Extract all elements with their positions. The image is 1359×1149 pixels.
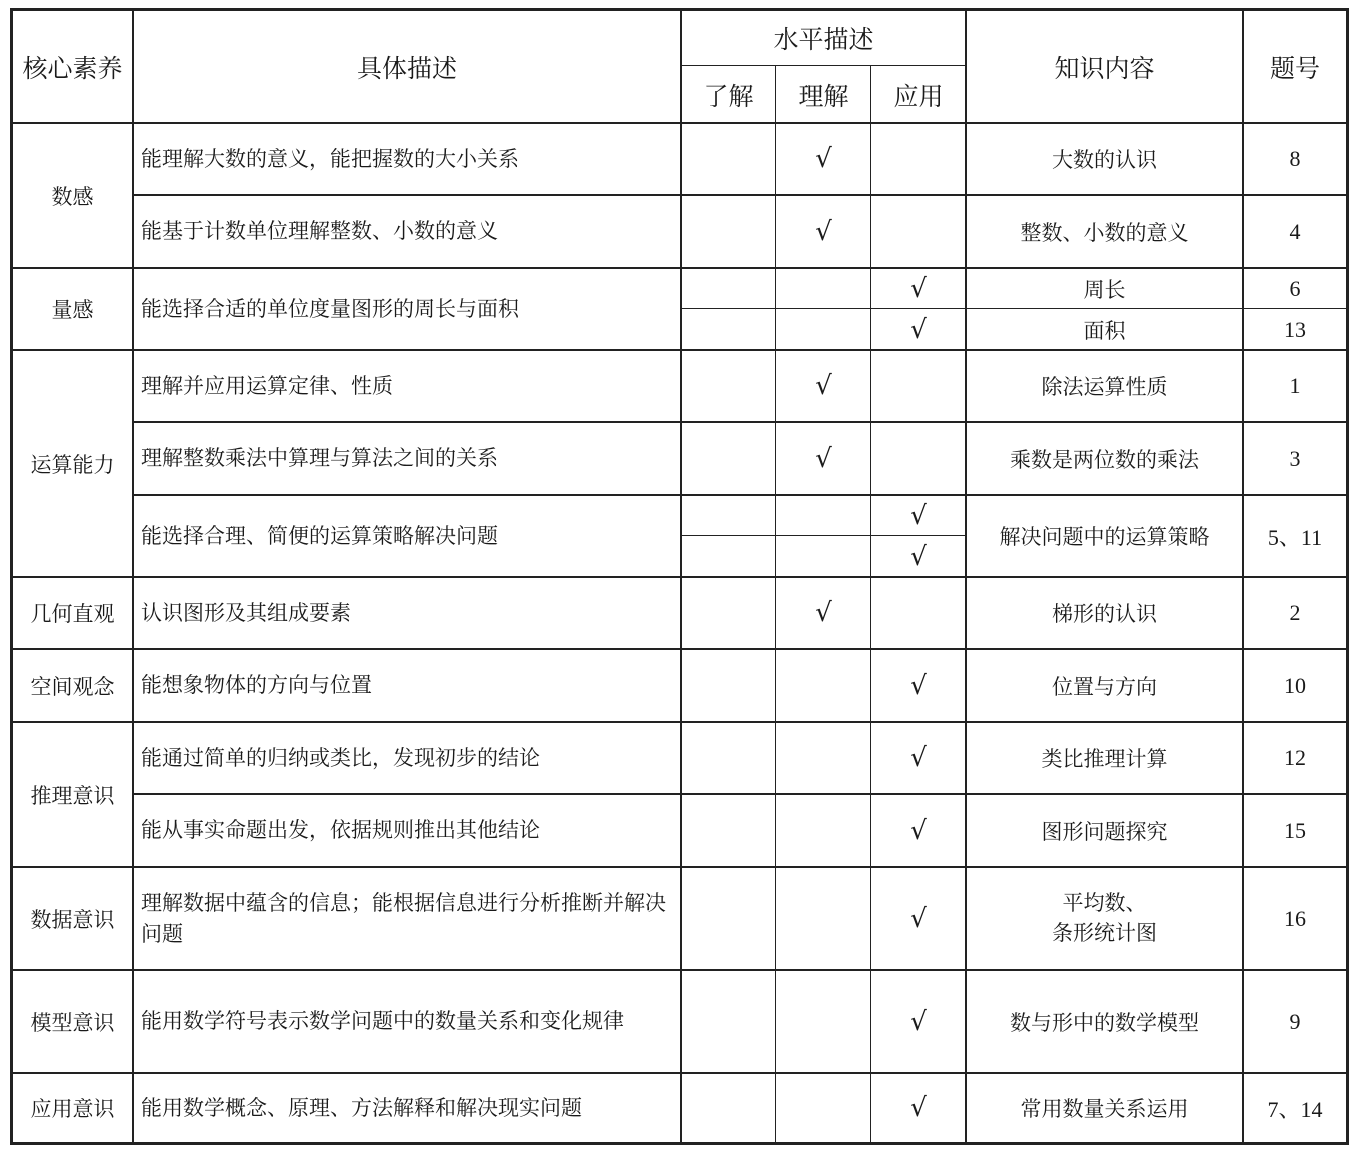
header-question-number: 题号 [1269,53,1320,83]
check-mark-icon: √ [910,500,927,531]
header-level-apply: 应用 [893,81,944,111]
question-number-cell: 4 [1289,218,1301,244]
row-divider [12,648,1347,650]
knowledge-cell: 类比推理计算 [1041,747,1168,771]
column-divider [775,66,776,1143]
knowledge-cell: 解决问题中的运算策略 [999,525,1210,549]
group-spatial-concept: 空间观念 [30,674,115,699]
knowledge-cell: 常用数量关系运用 [1020,1097,1189,1121]
check-mark-icon: √ [815,443,832,474]
description-cell: 能选择合适的单位度量图形的周长与面积 [141,296,519,321]
group-quantity-sense: 量感 [51,298,94,322]
question-number-cell: 10 [1284,672,1306,698]
row-divider [681,308,1347,309]
header-knowledge: 知识内容 [1054,53,1155,83]
header-level: 水平描述 [773,25,874,54]
row-divider [133,494,1347,496]
description-cell: 理解数据中蕴含的信息；能根据信息进行分析推断并解决问题 [141,891,666,946]
row-divider [133,194,1347,196]
description-cell: 能用数学概念、原理、方法解释和解决现实问题 [141,1095,582,1120]
check-mark-icon: √ [815,216,832,247]
check-mark-icon: √ [910,1006,927,1037]
header-description: 具体描述 [356,53,457,83]
knowledge-cell: 周长 [1083,277,1126,302]
row-divider [681,535,966,536]
check-mark-icon: √ [910,541,927,572]
header-level-comprehend: 理解 [798,81,849,111]
knowledge-cell: 大数的认识 [1052,148,1157,172]
knowledge-cell: 乘数是两位数的乘法 [1010,447,1199,472]
check-mark-icon: √ [815,371,832,401]
check-mark-icon: √ [815,598,832,628]
column-divider [870,66,871,1143]
description-cell: 能基于计数单位理解整数、小数的意义 [141,219,498,244]
group-geometric-intuition: 几何直观 [30,602,115,626]
description-cell: 认识图形及其组成要素 [141,600,351,625]
check-mark-icon: √ [815,144,832,174]
row-divider [12,721,1347,723]
check-mark-icon: √ [910,1093,927,1123]
knowledge-cell: 面积 [1083,318,1126,343]
question-number-cell: 9 [1289,1008,1301,1034]
check-mark-icon: √ [910,314,927,345]
group-data-awareness: 数据意识 [30,907,115,932]
row-divider [12,866,1347,868]
row-divider [133,421,1347,423]
question-number-cell: 16 [1284,905,1306,931]
question-number-cell: 7、14 [1267,1096,1323,1122]
question-number-cell: 5、11 [1267,524,1323,550]
header-level-understand-basic: 了解 [703,81,754,111]
header-core: 核心素养 [22,53,123,83]
question-number-cell: 6 [1289,275,1301,301]
knowledge-cell: 整数、小数的意义 [1020,220,1189,245]
question-number-cell: 2 [1289,600,1301,625]
row-divider [12,267,1347,269]
description-cell: 能理解大数的意义，能把握数的大小关系 [141,146,519,171]
check-mark-icon: √ [910,670,927,701]
group-number-sense: 数感 [51,184,94,209]
description-cell: 能用数学符号表示数学问题中的数量关系和变化规律 [141,1009,624,1034]
description-cell: 能通过简单的归纳或类比，发现初步的结论 [141,745,540,770]
knowledge-cell: 数与形中的数学模型 [1010,1010,1199,1035]
group-application-awareness: 应用意识 [30,1097,115,1121]
check-mark-icon: √ [910,743,927,773]
group-reasoning: 推理意识 [30,783,115,808]
row-divider [681,65,966,66]
question-number-cell: 1 [1289,373,1301,398]
check-mark-icon: √ [910,903,927,934]
description-cell: 理解整数乘法中算理与算法之间的关系 [141,446,498,471]
knowledge-cell: 梯形的认识 [1052,602,1157,626]
knowledge-cell: 位置与方向 [1052,674,1157,699]
question-number-cell: 15 [1284,817,1306,843]
description-cell: 能选择合理、简便的运算策略解决问题 [141,523,498,548]
group-operation: 运算能力 [30,452,115,477]
row-divider [12,1072,1347,1074]
knowledge-cell: 图形问题探究 [1041,819,1168,844]
check-mark-icon: √ [910,815,927,846]
question-number-cell: 8 [1289,146,1301,171]
description-cell: 能从事实命题出发，依据规则推出其他结论 [141,818,540,843]
description-cell: 能想象物体的方向与位置 [141,673,372,698]
check-mark-icon: √ [910,273,927,304]
row-divider [12,969,1347,971]
question-number-cell: 3 [1289,445,1301,471]
row-divider [12,576,1347,578]
row-divider [12,122,1347,124]
question-number-cell: 12 [1284,745,1306,770]
row-divider [133,793,1347,795]
knowledge-cell: 平均数、 条形统计图 [1052,891,1157,945]
knowledge-cell: 除法运算性质 [1041,375,1168,399]
description-cell: 理解并应用运算定律、性质 [141,373,393,398]
row-divider [12,349,1347,351]
group-model-awareness: 模型意识 [30,1010,115,1035]
question-number-cell: 13 [1284,316,1306,342]
